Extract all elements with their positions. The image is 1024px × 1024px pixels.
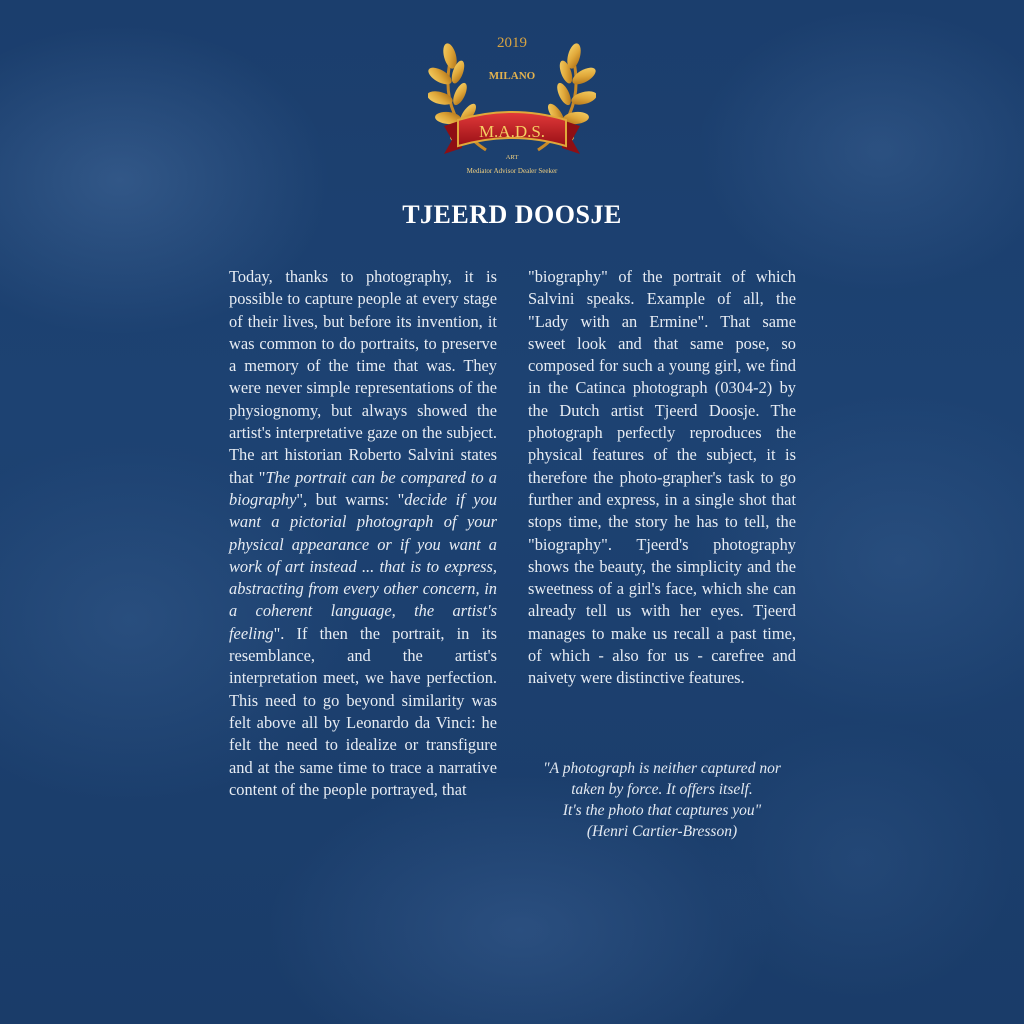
page-title: TJEERD DOOSJE [402, 200, 622, 229]
left-text-column [229, 266, 497, 801]
svg-text:MILANO: MILANO [488, 70, 536, 82]
svg-text:M.A.D.S.: M.A.D.S. [478, 122, 546, 141]
cartier-bresson-quote: "A photograph is neither captured nor taken by force. It offers itself. It's the photo that captures you" (Henri Cartier-Bresson) [528, 758, 796, 842]
salvini-quote-1: The portrait can be compared to a biography [229, 467, 497, 509]
right-text-column [528, 266, 796, 690]
svg-text:2019: 2019 [497, 35, 527, 51]
laurel-wreath-icon [428, 22, 596, 182]
svg-text:ART: ART [505, 154, 519, 161]
mads-logo [428, 22, 596, 182]
quote-author: (Henri Cartier-Bresson) [586, 823, 738, 840]
continuation-paragraph: "biography" of the portrait of which Salvini speaks. Example of all, the "Lady with an Ermine". That same sweet look and that same pose, so composed for such a young girl, we find in the Catinca photograph (0304-2) by the Dutch artist Tjeerd Doosje. The photograph perfectly reproduces the physical features of the subject, it is therefore the photo-grapher's task to go further and express, in a single shot that stops time, the story he has to tell, the "biography". Tjeerd's photography shows the beauty, the simplicity and the sweetness of a girl's face, which she can already tell us with her eyes. Tjeerd manages to make us recall a past time, of which - also for us - carefree and naivety were distinctive features. [528, 267, 796, 688]
intro-paragraph: Today, thanks to photography, it is possible to capture people at every stage of their lives, but before its invention, it was common to do portraits, to preserve a memory of the time that was. They were never simple representations of the physiognomy, but always showed the artist's interpretative gaze on the subject. The art historian Roberto Salvini states that "The portrait can be compared to a biography", but warns: "decide if you want a pictorial photograph of your physical appearance or if you want a work of art instead ... that is to express, abstracting from every other concern, in a coherent language, the artist's feeling". If then the portrait, in its resemblance, and the artist's interpretation meet, we have perfection. This need to go beyond similarity was felt above all by Leonardo da Vinci: he felt the need to idealize or transfigure and at the same time to trace a narrative content of the people portrayed, that [229, 267, 497, 799]
salvini-quote-2: decide if you want a pictorial photograph of your physical appearance or if you want a work of art instead ... that is to express, abstracting from every other concern, in a coherent language, the artist's feeling [229, 489, 497, 643]
svg-text:Mediator Advisor Dealer Seeker: Mediator Advisor Dealer Seeker [466, 167, 558, 175]
